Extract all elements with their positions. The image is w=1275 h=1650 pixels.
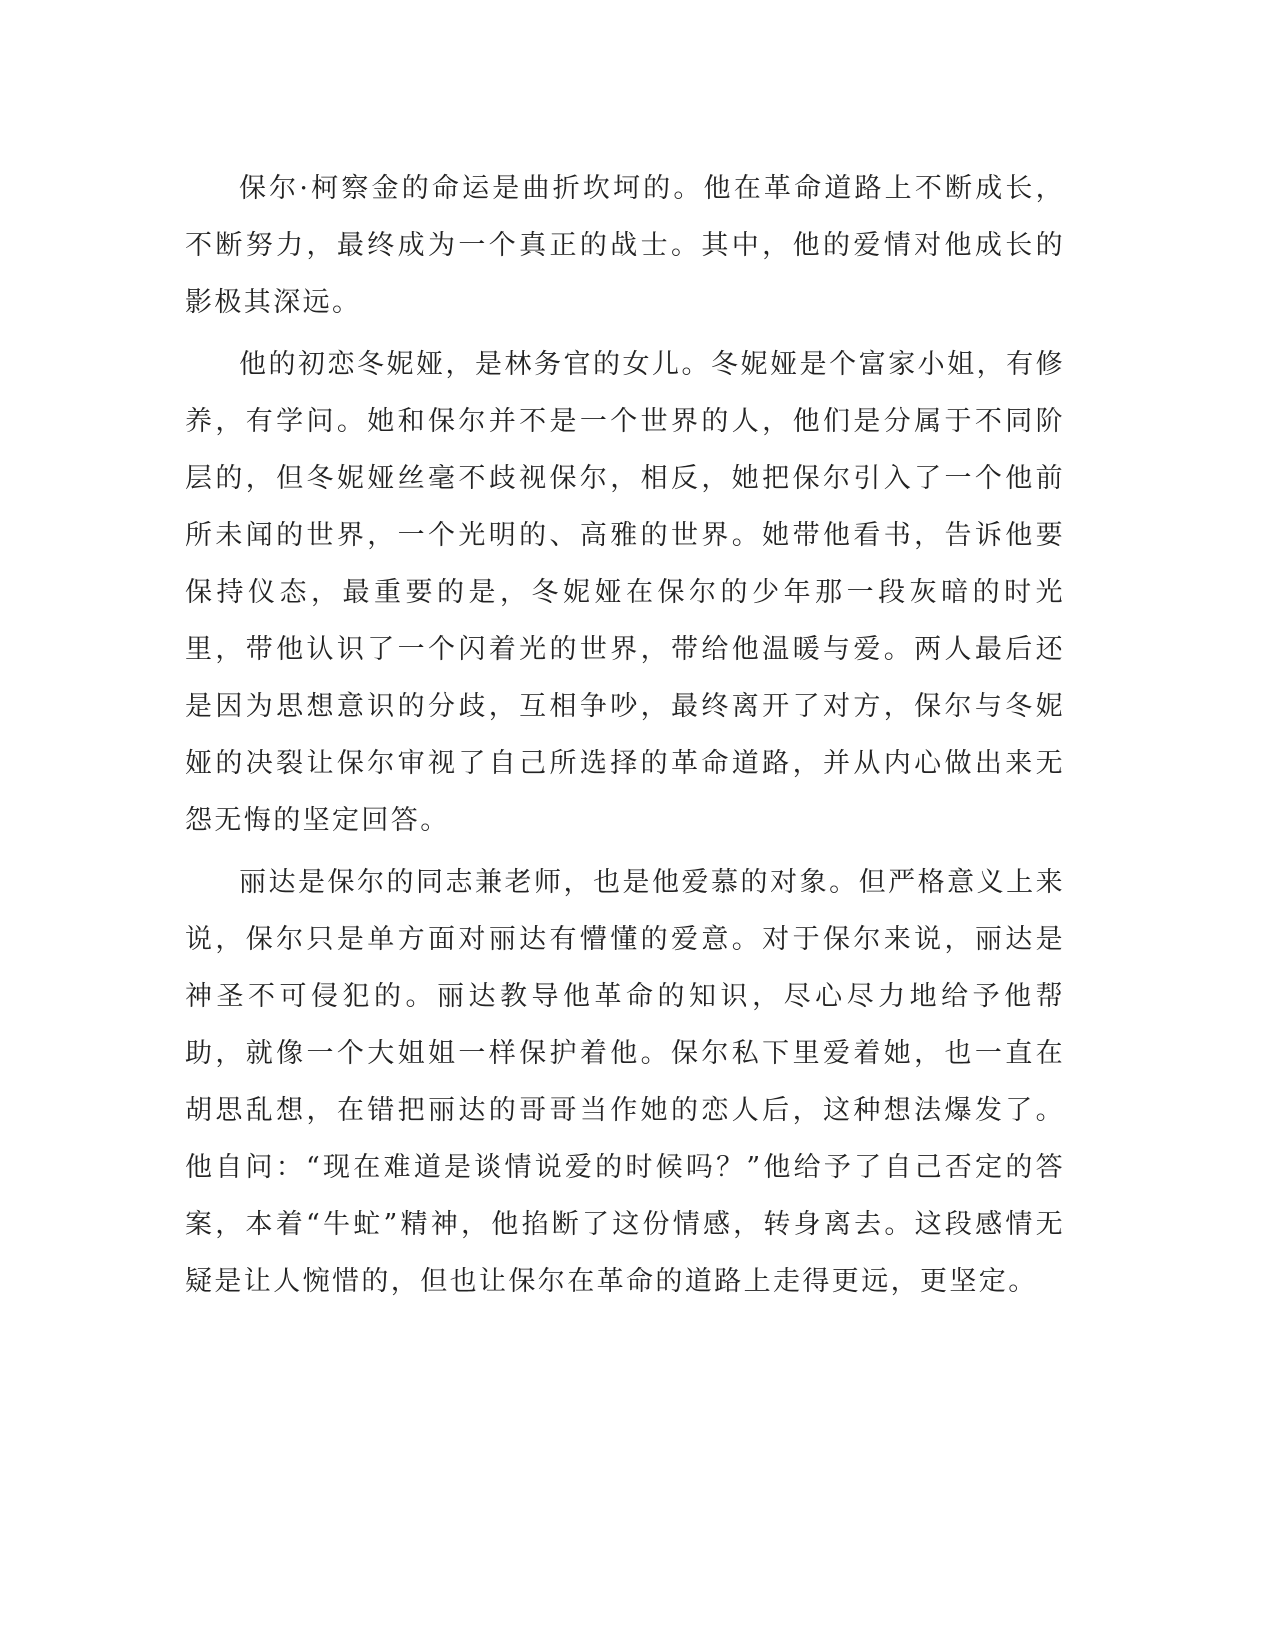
paragraph-1: 保尔·柯察金的命运是曲折坎坷的。他在革命道路上不断成长，不断努力，最终成为一个真正的战士。其中，他的爱情对他成长的影极其深远。 [185, 173, 1065, 318]
paragraph-2: 他的初恋冬妮娅，是林务官的女儿。冬妮娅是个富家小姐，有修养，有学问。她和保尔并不是一个世界的人，他们是分属于不同阶层的，但冬妮娅丝毫不歧视保尔，相反，她把保尔引入了一个他前所未闻的世界，一个光明的、高雅的世界。她带他看书，告诉他要保持仪态，最重要的是，冬妮娅在保尔的少年那一段灰暗的时光里，带他认识了一个闪着光的世界，带给他温暖与爱。两人最后还是因为思想意识的分歧，互相争吵，最终离开了对方，保尔与冬妮娅的决裂让保尔审视了自己所选择的革命道路，并从内心做出来无怨无悔的坚定回答。 [185, 349, 1065, 836]
body-text [185, 160, 1065, 1310]
paragraph-3: 丽达是保尔的同志兼老师，也是他爱慕的对象。但严格意义上来说，保尔只是单方面对丽达有懵懂的爱意。对于保尔来说，丽达是神圣不可侵犯的。丽达教导他革命的知识，尽心尽力地给予他帮助，就像一个大姐姐一样保护着他。保尔私下里爱着她，也一直在胡思乱想，在错把丽达的哥哥当作她的恋人后，这种想法爆发了。他自问：“现在难道是谈情说爱的时候吗？”他给予了自己否定的答案，本着“牛虻”精神，他掐断了这份情感，转身离去。这段感情无疑是让人惋惜的，但也让保尔在革命的道路上走得更远，更坚定。 [185, 867, 1065, 1297]
